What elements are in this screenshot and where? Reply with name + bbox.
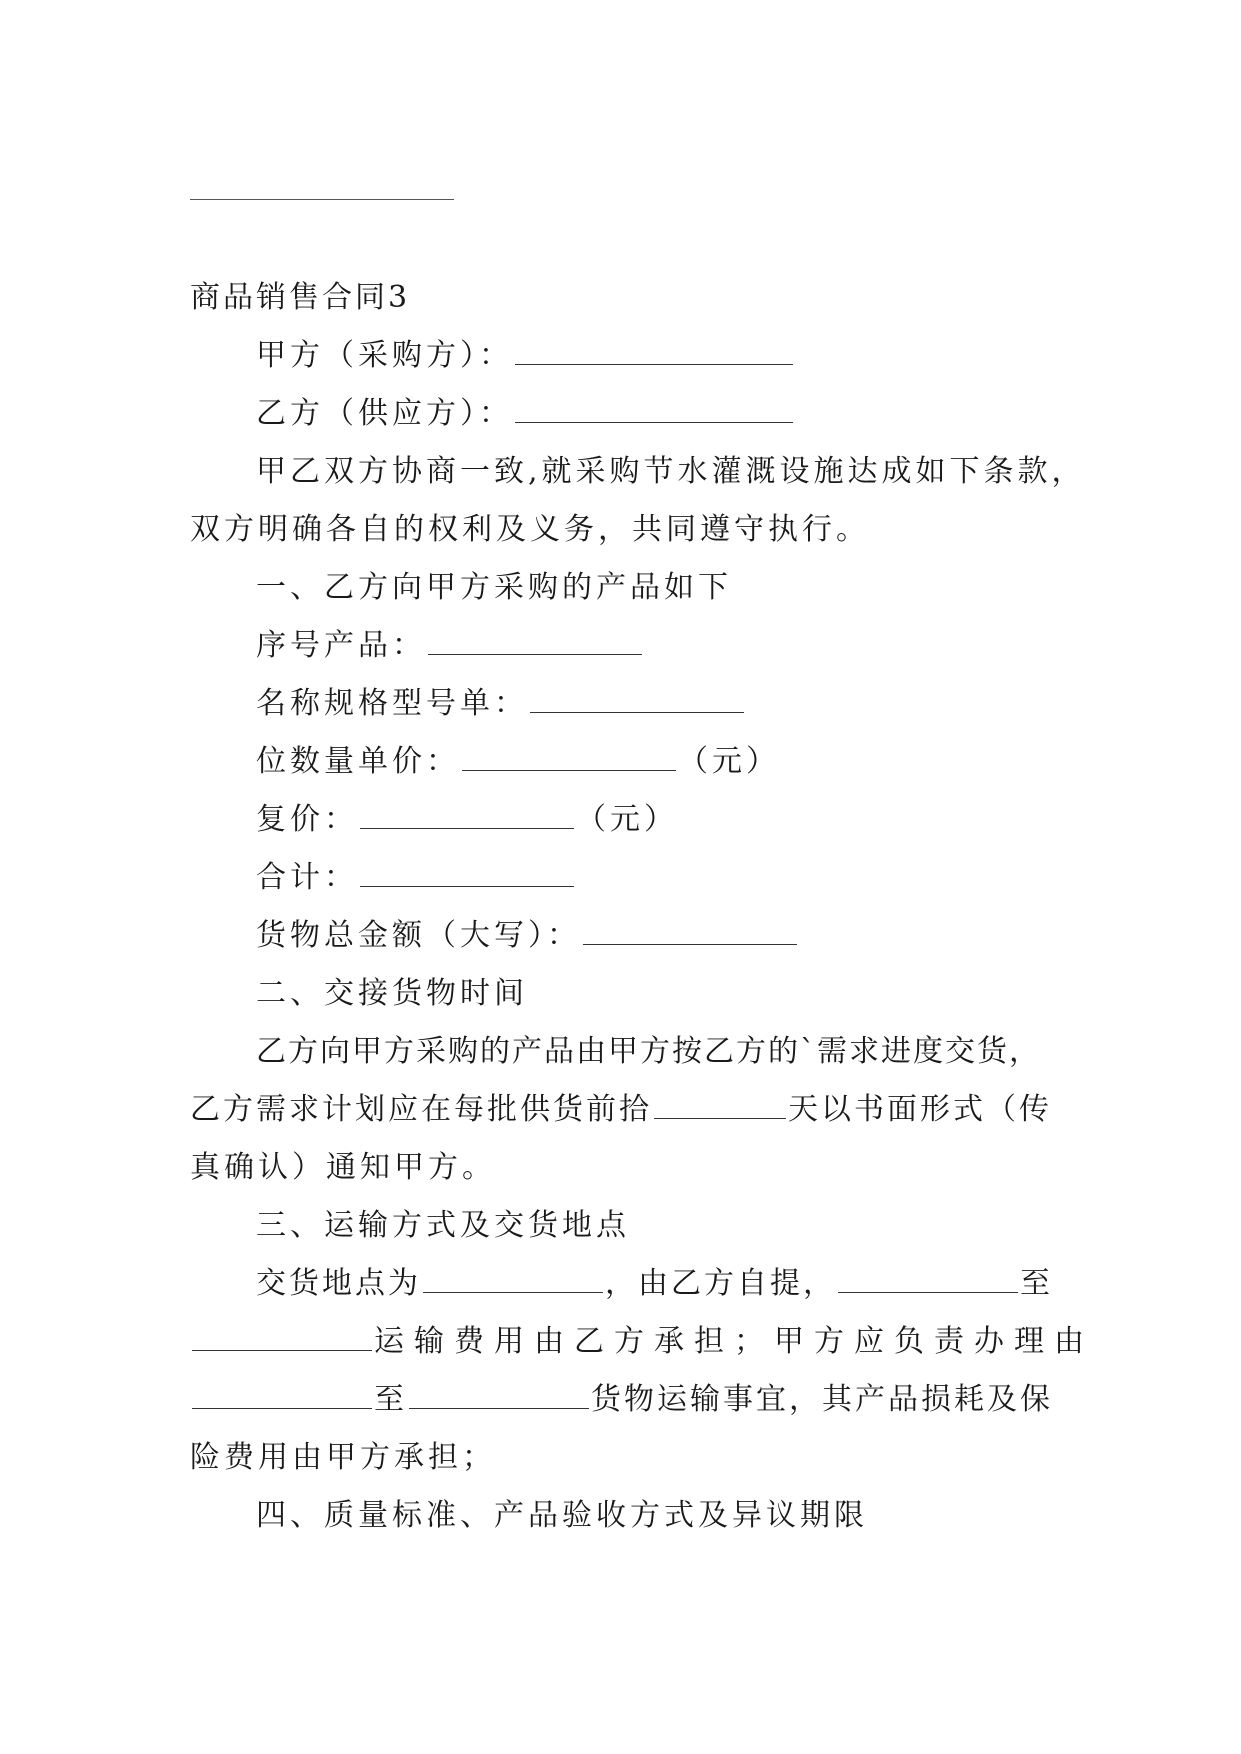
party-b-label: 乙方（供应方）： (256, 396, 513, 431)
intro-line-2: 双方明确各自的权利及义务，共同遵守执行。 (190, 512, 870, 547)
recheck-price-line (256, 800, 678, 840)
top-divider (190, 199, 454, 200)
s3-delivery-label: 交货地点为 (256, 1266, 421, 1301)
recheck-price-blank (360, 802, 574, 829)
serial-product-line (256, 626, 644, 666)
section-2-heading: 二、交接货物时间 (256, 976, 528, 1011)
s2-days-label: 乙方需求计划应在每批供货前拾 (190, 1092, 652, 1127)
total-blank (360, 860, 574, 887)
party-a-line (256, 336, 795, 376)
serial-product-blank (428, 628, 642, 655)
party-b-line (256, 394, 795, 434)
s2-line-1: 乙方向甲方采购的产品由甲方按乙方的`需求进度交货， (256, 1034, 1041, 1069)
s3-route-to-label: 至 (374, 1382, 407, 1417)
name-spec-line (256, 684, 746, 724)
amount-blank (583, 918, 797, 945)
recheck-price-yuan: （元） (576, 802, 678, 837)
s3-from-blank (838, 1266, 1018, 1293)
s2-line-2 (190, 1090, 1052, 1130)
s3-route-from-blank (192, 1382, 372, 1409)
total-label: 合计： (256, 860, 358, 895)
section-1-heading: 一、乙方向甲方采购的产品如下 (256, 570, 732, 605)
s3-line-4: 险费用由甲方承担； (190, 1440, 496, 1475)
s3-delivery-blank (423, 1266, 603, 1293)
party-b-blank (515, 396, 793, 423)
s3-to-blank (192, 1324, 372, 1351)
name-spec-label: 名称规格型号单： (256, 686, 528, 721)
recheck-price-label: 复价： (256, 802, 358, 837)
section-4-heading: 四、质量标准、产品验收方式及异议期限 (256, 1498, 868, 1533)
s3-transport-text: 货物运输事宜，其产品损耗及保 (591, 1382, 1053, 1417)
s3-freight-text: 运输费用由乙方承担；甲方应负责办理由 (374, 1324, 1094, 1359)
s2-days-label-end: 天以书面形式（传 (788, 1092, 1052, 1127)
section-3-heading: 三、运输方式及交货地点 (256, 1208, 630, 1243)
s3-route-to-blank (409, 1382, 589, 1409)
s3-self-pick: ，由乙方自提， (605, 1266, 836, 1301)
name-spec-blank (530, 686, 744, 713)
unit-price-yuan: （元） (678, 744, 780, 779)
unit-price-blank (462, 744, 676, 771)
serial-product-label: 序号产品： (256, 628, 426, 663)
s2-days-blank (654, 1092, 786, 1119)
total-line (256, 858, 576, 898)
s2-line-3: 真确认）通知甲方。 (190, 1150, 496, 1185)
party-a-blank (515, 338, 793, 365)
s3-line-2 (190, 1322, 1094, 1362)
amount-line (256, 916, 799, 956)
unit-price-label: 位数量单价： (256, 744, 460, 779)
unit-price-line (256, 742, 780, 782)
s3-line-3 (190, 1380, 1053, 1420)
intro-line-1: 甲乙双方协商一致,就采购节水灌溉设施达成如下条款， (256, 454, 1086, 489)
s3-to-label: 至 (1020, 1266, 1053, 1301)
doc-title: 商品销售合同3 (190, 280, 411, 315)
party-a-label: 甲方（采购方）： (256, 338, 513, 373)
s3-line-1 (256, 1264, 1053, 1304)
amount-label: 货物总金额（大写）： (256, 918, 581, 953)
